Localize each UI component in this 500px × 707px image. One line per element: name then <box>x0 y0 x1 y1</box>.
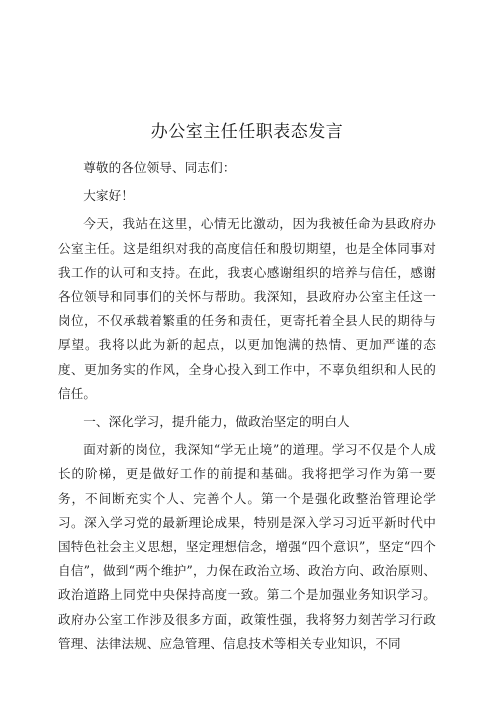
paragraph-study: 面对新的岗位，我深知“学无止境”的道理。学习不仅是个人成长的阶梯，更是做好工作的前提和基础。我将把学习作为第一要务，不间断充实个人、完善个人。第一个是强化政整治管理论学习。深入学习党的最新理论成果，特别是深入学习习近平新时代中国特色社会主义思想，坚定理想信念，增强“四个意识”，坚定“四个自信”，做到“两个维护”，力保在政治立场、政治方向、政治原则、政治道路上同党中央保持高度一致。第二个是加强业务知识学习。政府办公室工作涉及很多方面，政策性强，我将努力刻苦学习行政管理、法律法规、应急管理、信息技术等相关专业知识，不同 <box>58 442 436 651</box>
section-heading-1: 一、深化学习，提升能力，做政治坚定的明白人 <box>83 414 350 430</box>
paragraph-intro: 今天，我站在这里，心情无比激动，因为我被任命为县政府办公室主任。这是组织对我的高度信任和殷切期望，也是全体同事对我工作的认可和支持。在此，我衷心感谢组织的培养与信任，感谢各位领导和同事们的关怀与帮助。我深知，县政府办公室主任这一岗位，不仅承载着繁重的任务和责任，更寄托着全县人民的期待与厚望。我将以此为新的起点，以更加饱满的热情、更加严谨的态度、更加务实的作风，全身心投入到工作中，不辜负组织和人民的信任。 <box>58 216 436 401</box>
greeting: 大家好！ <box>83 188 134 204</box>
document-page <box>58 118 436 656</box>
salutation: 尊敬的各位领导、同志们： <box>83 160 236 175</box>
document-title: 办公室主任任职表态发言 <box>150 122 344 142</box>
